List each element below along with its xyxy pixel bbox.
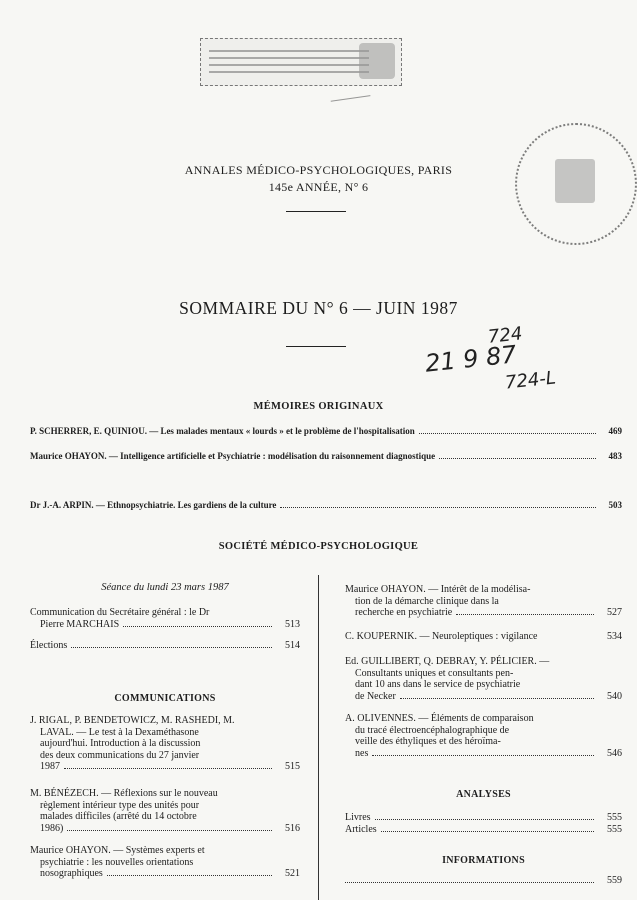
- handwritten-date: 21 9 87: [423, 340, 518, 378]
- sommaire-title: SOMMAIRE DU N° 6 — JUIN 1987: [179, 298, 458, 318]
- entry-olivennes[interactable]: A. OLIVENNES. — Éléments de comparaison du tracé électroencéphalographique de veille des éthyliques et des héroïma- nes 546: [345, 713, 622, 759]
- stamp-seal-icon: [359, 43, 395, 79]
- communications-heading: COMMUNICATIONS: [114, 693, 216, 704]
- entry-koupernik[interactable]: C. KOUPERNIK. — Neuroleptiques : vigilance 534: [345, 631, 622, 642]
- handwritten-number: 724: [486, 323, 524, 348]
- entry-guillibert[interactable]: Ed. GUILLIBERT, Q. DEBRAY, Y. PÉLICIER. — Consultants uniques et consultants pen- dant 10 ans dans le service de psychiatrie de Necker 540: [345, 656, 622, 702]
- year-issue: 145e ANNÉE, N° 6: [268, 180, 369, 194]
- entry-informations[interactable]: 559: [345, 875, 622, 887]
- column-divider: [318, 575, 319, 900]
- entry-livres[interactable]: Livres 555: [345, 812, 622, 823]
- divider: [286, 211, 346, 212]
- entry-rigal[interactable]: J. RIGAL, P. BENDETOWICZ, M. RASHEDI, M. LAVAL. — Le test à la Dexaméthasone aujourd'hui. Introduction à la discussion des deux communications du 27 janvier 1987 515: [30, 715, 300, 772]
- informations-heading: INFORMATIONS: [442, 855, 525, 866]
- entry-ohayon-interet[interactable]: Maurice OHAYON. — Intérêt de la modélisa- tion de la démarche clinique dans la recherche en psychiatrie 527: [345, 584, 622, 618]
- left-column: [30, 582, 300, 879]
- library-stamp: [200, 38, 402, 86]
- entry-benezech[interactable]: M. BÉNÉZECH. — Réflexions sur le nouveau règlement intérieur type des unités pour malades difficiles (arrêté du 14 octobre 1986) 516: [30, 788, 300, 834]
- analyses-heading: ANALYSES: [456, 789, 511, 800]
- entry-elections[interactable]: Élections 514: [30, 640, 300, 651]
- journal-title: ANNALES MÉDICO-PSYCHOLOGIQUES, PARIS: [184, 163, 453, 177]
- entry-ohayon-systemes[interactable]: Maurice OHAYON. — Systèmes experts et psychiatrie : les nouvelles orientations nosographiques 521: [30, 845, 300, 879]
- handwritten-mark: [330, 87, 371, 101]
- societe-heading: SOCIÉTÉ MÉDICO-PSYCHOLOGIQUE: [218, 541, 419, 552]
- toc-entry-ohayon[interactable]: Maurice OHAYON. — Intelligence artificielle et Psychiatrie : modélisation du raisonnement diagnostique 483: [30, 451, 622, 461]
- toc-entry-scherrer[interactable]: P. SCHERRER, E. QUINIOU. — Les malades mentaux « lourds » et le problème de l'hospitalisation 469: [30, 426, 622, 436]
- entry-articles[interactable]: Articles 555: [345, 824, 622, 835]
- handwritten-ref: 724-L: [504, 367, 557, 394]
- entry-communication-secretaire[interactable]: Communication du Secrétaire général : le Dr Pierre MARCHAIS 513: [30, 607, 300, 630]
- seance-date: Séance du lundi 23 mars 1987: [101, 582, 229, 593]
- divider: [286, 346, 346, 347]
- toc-entry-arpin[interactable]: Dr J.-A. ARPIN. — Ethnopsychiatrie. Les gardiens de la culture 503: [30, 500, 622, 510]
- memoires-heading: MÉMOIRES ORIGINAUX: [253, 401, 384, 412]
